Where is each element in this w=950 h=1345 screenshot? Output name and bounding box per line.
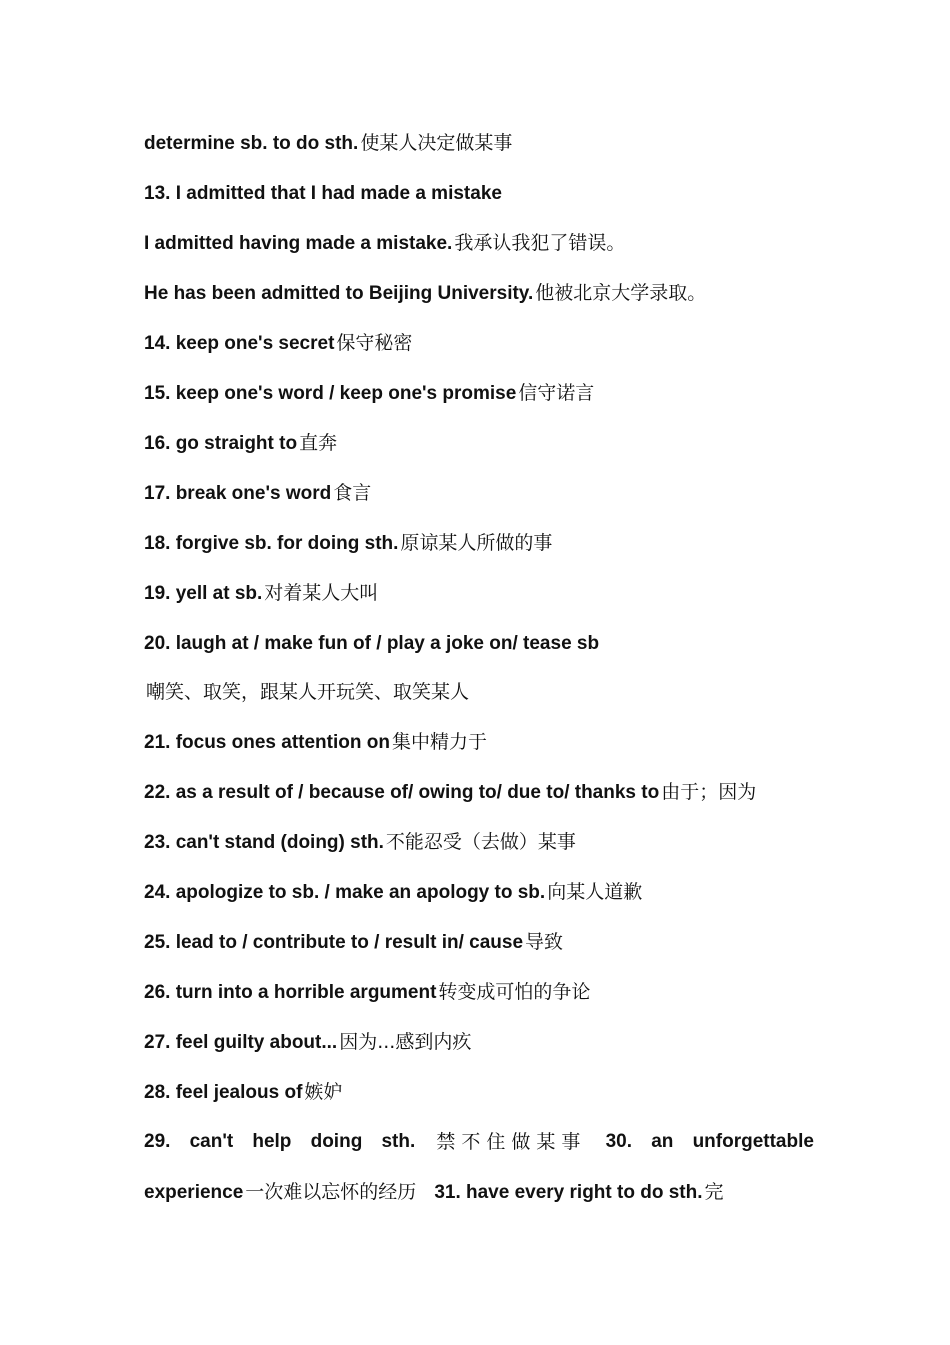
phrase-en: 22. as a result of / because of/ owing to/ due to/ thanks to (144, 782, 660, 803)
phrase-en: 19. yell at sb. (144, 583, 263, 604)
phrase-en-token: unforgettable (692, 1131, 814, 1152)
phrase-en-token: help (252, 1131, 292, 1152)
phrase-line (144, 579, 814, 607)
phrase-line (144, 379, 814, 407)
phrase-zh: 直奔 (299, 432, 338, 454)
phrase-line (144, 1078, 814, 1106)
phrase-en: 25. lead to / contribute to / result in/ cause (144, 932, 524, 953)
phrase-en: 27. feel guilty about... (144, 1032, 338, 1053)
phrase-en: I admitted having made a mistake. (144, 233, 453, 254)
phrase-zh: 向某人道歉 (547, 881, 643, 903)
phrase-en: 13. I admitted that I had made a mistake (144, 183, 502, 204)
phrase-zh: 完 (704, 1181, 724, 1203)
phrase-line-30-31 (144, 1178, 814, 1206)
phrase-line (144, 179, 814, 207)
phrase-line (144, 1028, 814, 1056)
phrase-zh: 对着某人大叫 (264, 582, 379, 604)
phrase-zh: 食言 (333, 482, 372, 504)
phrase-en-token: 29. (144, 1131, 171, 1152)
phrase-en: 14. keep one's secret (144, 333, 335, 354)
phrase-zh: 转变成可怕的争论 (438, 981, 591, 1003)
phrase-en-token: 30. (605, 1131, 633, 1152)
phrase-line (144, 129, 814, 157)
phrase-en-token: sth. (381, 1131, 416, 1152)
phrase-line (144, 529, 814, 557)
phrase-zh-token: 禁不住做某事 (436, 1131, 587, 1153)
phrase-en-token: doing (310, 1131, 363, 1152)
phrase-en: 23. can't stand (doing) sth. (144, 832, 384, 853)
phrase-line (144, 928, 814, 956)
phrase-en: He has been admitted to Beijing University. (144, 283, 534, 304)
phrase-line (144, 229, 814, 257)
phrase-en: determine sb. to do sth. (144, 133, 359, 154)
phrase-en: 31. have every right to do sth. (434, 1182, 703, 1203)
phrase-en: 28. feel jealous of (144, 1082, 303, 1103)
phrase-zh: 嫉妒 (304, 1081, 343, 1103)
phrase-line (144, 978, 814, 1006)
phrase-line (144, 678, 814, 706)
phrase-en: experience (144, 1182, 244, 1203)
phrase-zh: 集中精力于 (391, 731, 487, 753)
phrase-zh: 原谅某人所做的事 (400, 532, 553, 554)
phrase-zh: 嘲笑、取笑，跟某人开玩笑、取笑某人 (146, 681, 470, 703)
phrase-en: 18. forgive sb. for doing sth. (144, 533, 399, 554)
phrase-en: 16. go straight to (144, 433, 298, 454)
phrase-line (144, 878, 814, 906)
phrase-line (144, 629, 814, 657)
phrase-zh: 由于；因为 (661, 781, 757, 803)
phrase-line (144, 778, 814, 806)
phrase-en-token: an (651, 1131, 674, 1152)
phrase-en: 15. keep one's word / keep one's promise (144, 383, 517, 404)
phrase-en-token: can't (189, 1131, 234, 1152)
phrase-line (144, 429, 814, 457)
phrase-en: 24. apologize to sb. / make an apology to sb. (144, 882, 546, 903)
phrase-line (144, 728, 814, 756)
phrase-zh: 因为...感到内疚 (339, 1031, 472, 1053)
phrase-zh: 保守秘密 (336, 332, 413, 354)
phrase-line (144, 279, 814, 307)
phrase-en: 21. focus ones attention on (144, 732, 390, 753)
phrase-zh: 信守诺言 (518, 382, 595, 404)
phrase-en: 17. break one's word (144, 483, 332, 504)
phrase-zh: 我承认我犯了错误。 (454, 232, 626, 254)
phrase-zh: 他被北京大学录取。 (535, 282, 707, 304)
phrase-en: 26. turn into a horrible argument (144, 982, 437, 1003)
phrase-zh: 使某人决定做某事 (360, 132, 513, 154)
phrase-line (144, 828, 814, 856)
phrase-line (144, 329, 814, 357)
phrase-zh: 不能忍受（去做）某事 (385, 831, 576, 853)
phrase-zh: 导致 (525, 931, 564, 953)
phrase-zh: 一次难以忘怀的经历 (245, 1181, 417, 1203)
phrase-line (144, 479, 814, 507)
phrase-line-29-30 (144, 1128, 814, 1156)
phrase-en: 20. laugh at / make fun of / play a joke on/ tease sb (144, 633, 600, 654)
